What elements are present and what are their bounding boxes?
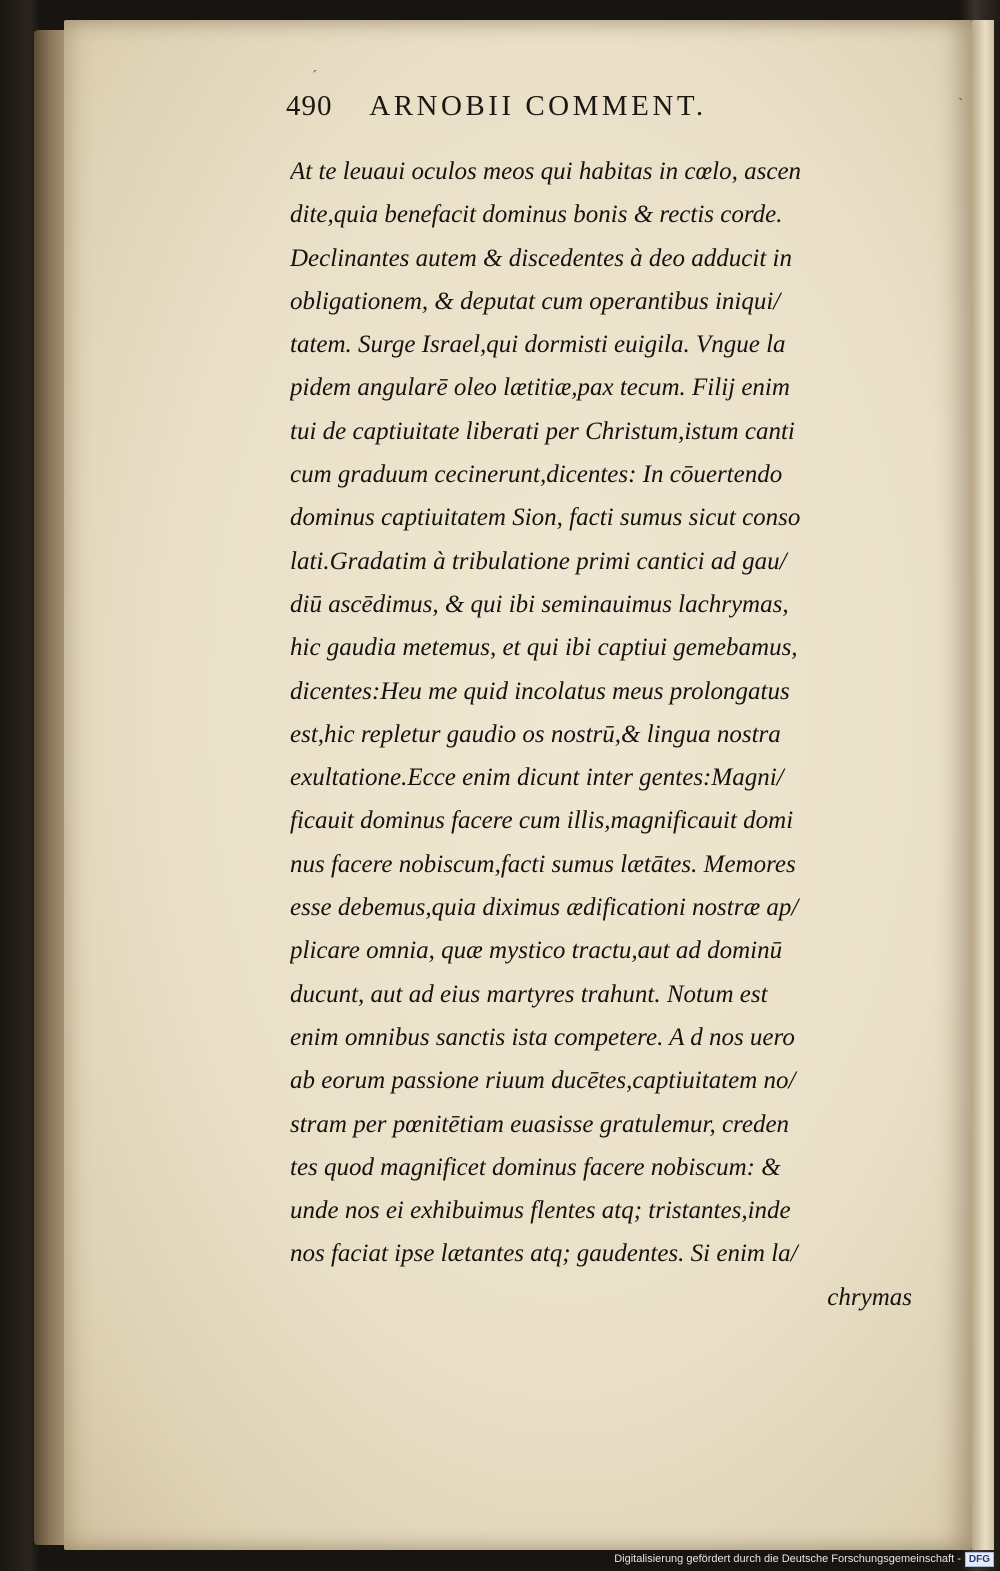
text-line: tatem. Surge Israel,qui dormisti euigila. Vngue la bbox=[290, 331, 786, 359]
text-line: diū ascēdimus, & qui ibi seminauimus lachrymas, bbox=[290, 590, 789, 618]
text-line: lati.Gradatim à tribulatione primi cantici ad gau/ bbox=[290, 547, 787, 575]
text-line: pidem angularē oleo lætitiæ,pax tecum. Filij enim bbox=[290, 374, 790, 402]
text-line: ducunt, aut ad eius martyres trahunt. Notum est bbox=[290, 980, 768, 1008]
text-line: cum graduum cecinerunt,dicentes: In cōuertendo bbox=[290, 461, 783, 489]
text-line: unde nos ei exhibuimus flentes atq; tristantes,inde bbox=[290, 1197, 791, 1225]
text-line: ab eorum passione riuum ducētes,captiuitatem no/ bbox=[290, 1067, 796, 1095]
text-line: At te leuaui oculos meos qui habitas in cœlo, ascen bbox=[290, 158, 802, 185]
credit-text: Digitalisierung gefördert durch die Deutsche Forschungsgemeinschaft - bbox=[614, 1553, 961, 1565]
text-line: dite,quia benefacit dominus bonis & rectis corde. bbox=[290, 201, 783, 229]
text-line: dominus captiuitatem Sion, facti sumus sicut conso bbox=[290, 504, 801, 532]
text-line: plicare omnia, quæ mystico tractu,aut ad dominū bbox=[290, 937, 783, 965]
text-line: dicentes:Heu me quid incolatus meus prolongatus bbox=[290, 677, 790, 705]
page-number: 490 bbox=[286, 90, 333, 122]
digitization-credit bbox=[614, 1551, 994, 1567]
text-line: hic gaudia metemus, et qui ibi captiui gemebamus, bbox=[290, 634, 798, 662]
text-line: stram per pœnitētiam euasisse gratulemur, creden bbox=[290, 1110, 790, 1138]
dfg-logo: DFG bbox=[965, 1552, 994, 1567]
text-line: enim omnibus sanctis ista competere. A d nos uero bbox=[290, 1023, 795, 1051]
running-head bbox=[286, 90, 906, 140]
text-line: exultatione.Ecce enim dicunt inter gentes:Magni/ bbox=[290, 764, 784, 792]
text-line: ficauit dominus facere cum illis,magnificauit domi bbox=[290, 807, 794, 835]
text-line: nos faciat ipse lætantes atq; gaudentes. Si enim la/ bbox=[290, 1240, 798, 1268]
text-line: obligationem, & deputat cum operantibus iniqui/ bbox=[290, 287, 781, 315]
text-line: Declinantes autem & discedentes à deo adducit in bbox=[290, 244, 792, 272]
next-page-edge bbox=[972, 20, 994, 1550]
text-line: esse debemus,quia diximus ædificationi nostræ ap/ bbox=[290, 894, 799, 922]
text-line: est,hic repletur gaudio os nostrū,& lingua nostra bbox=[290, 720, 781, 748]
catchword: chrymas bbox=[827, 1283, 912, 1311]
text-line: tes quod magnificet dominus facere nobiscum: & bbox=[290, 1153, 781, 1181]
text-line: tui de captiuitate liberati per Christum,istum canti bbox=[290, 417, 795, 445]
ink-mark: ˋ bbox=[958, 96, 964, 113]
body-text bbox=[290, 150, 920, 1319]
text-line: nus facere nobiscum,facti sumus lætātes. Memores bbox=[290, 850, 796, 878]
running-title: ARNOBII COMMENT. bbox=[369, 90, 707, 122]
ink-mark: ˊ bbox=[312, 68, 318, 85]
